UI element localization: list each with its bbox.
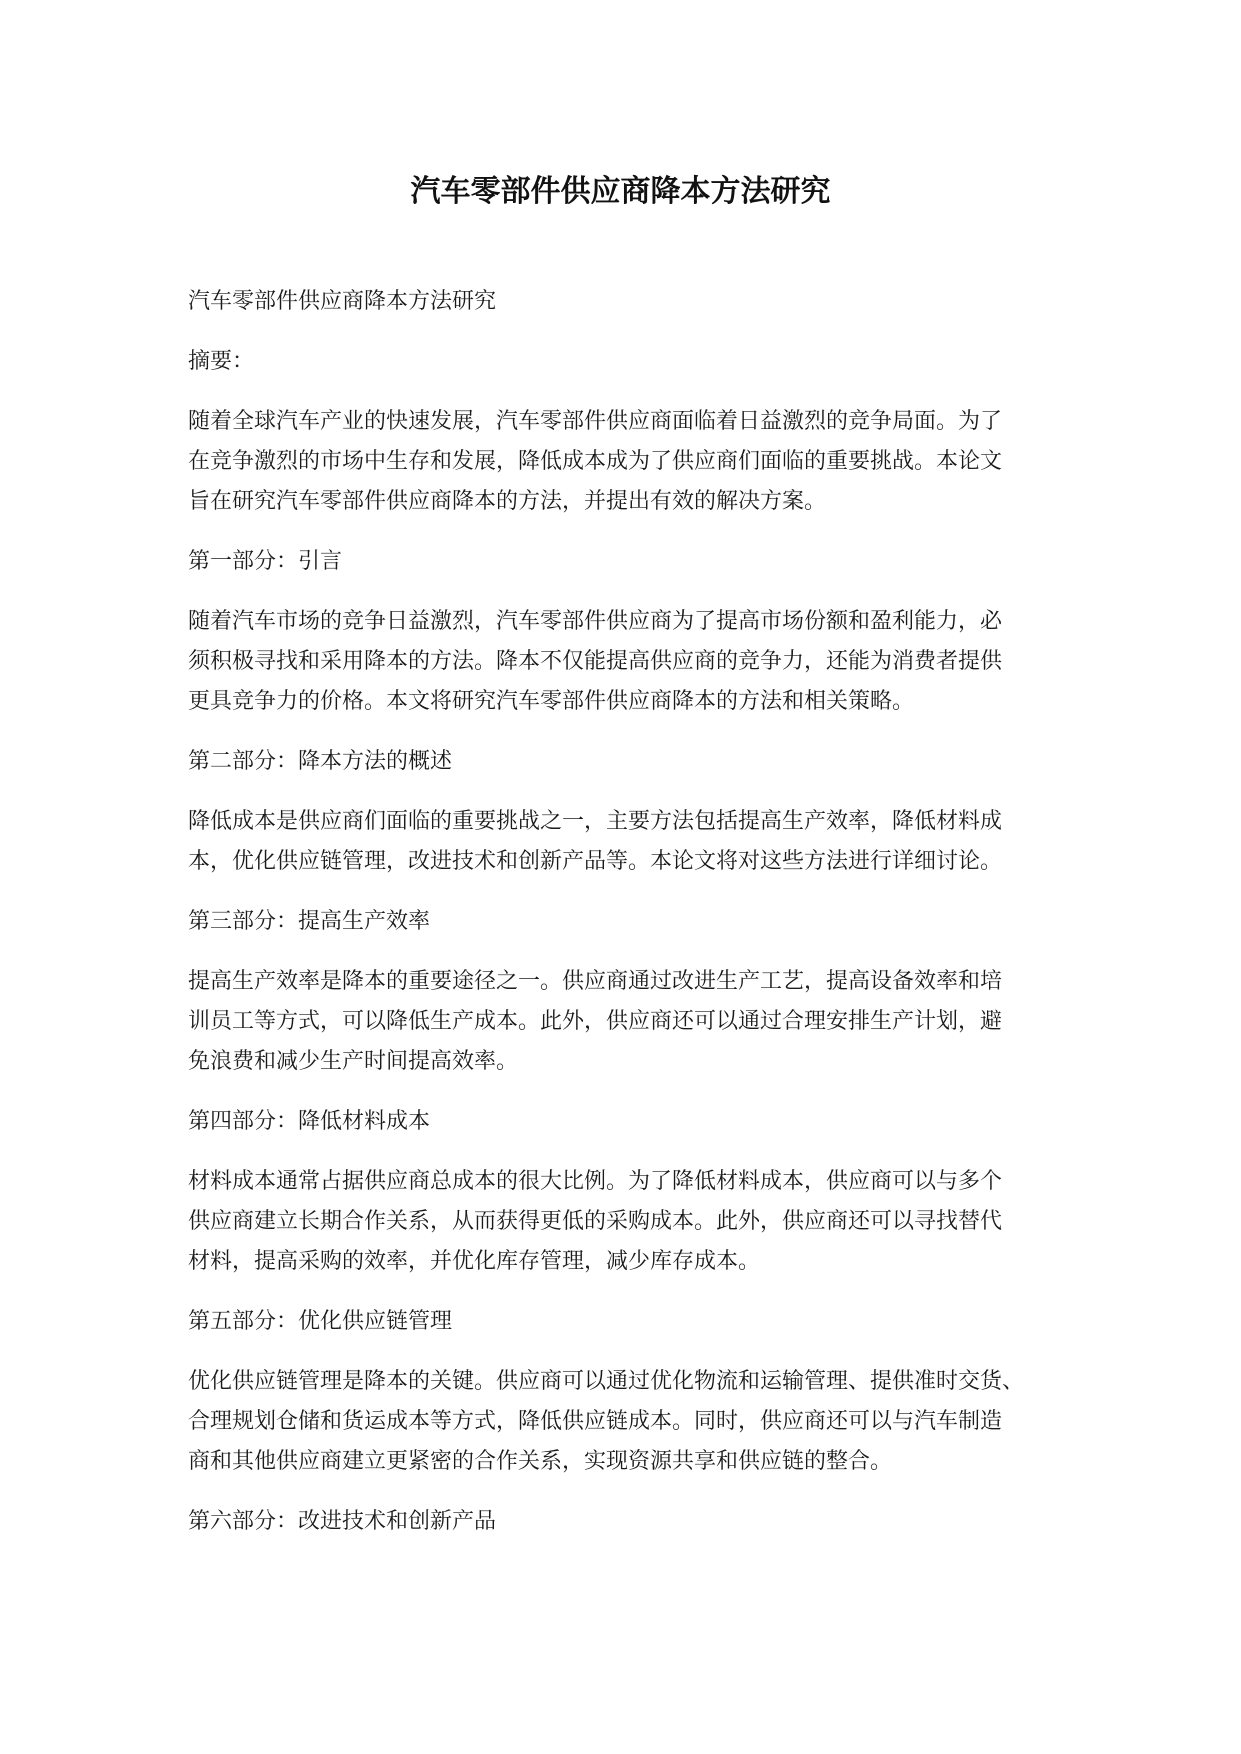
section-heading [188, 1102, 1068, 1142]
paragraph-line: 本，优化供应链管理，改进技术和创新产品等。本论文将对这些方法进行详细讨论。 [188, 849, 1003, 874]
document-body [188, 282, 1068, 1562]
paragraph-line: 训员工等方式，可以降低生产成本。此外，供应商还可以通过合理安排生产计划，避 [188, 1009, 1003, 1034]
section-heading [188, 1502, 1068, 1542]
abstract-paragraph [188, 402, 1068, 522]
document-title: 汽车零部件供应商降本方法研究 [410, 174, 831, 209]
document-subtitle [188, 282, 1068, 322]
abstract-label-text: 摘要： [188, 349, 255, 374]
subtitle-text: 汽车零部件供应商降本方法研究 [188, 289, 497, 314]
paragraph-line: 优化供应链管理是降本的关键。供应商可以通过优化物流和运输管理、提供准时交货、 [188, 1369, 1025, 1394]
paragraph-line: 旨在研究汽车零部件供应商降本的方法，并提出有效的解决方案。 [188, 489, 827, 514]
paragraph-line: 随着汽车市场的竞争日益激烈，汽车零部件供应商为了提高市场份额和盈利能力，必 [188, 609, 1003, 634]
abstract-label [188, 342, 1068, 382]
paragraph-line: 须积极寻找和采用降本的方法。降本不仅能提高供应商的竞争力，还能为消费者提供 [188, 649, 1003, 674]
section-paragraph [188, 1162, 1068, 1282]
paragraph-line: 随着全球汽车产业的快速发展，汽车零部件供应商面临着日益激烈的竞争局面。为了 [188, 409, 1003, 434]
paragraph-line: 材料成本通常占据供应商总成本的很大比例。为了降低材料成本，供应商可以与多个 [188, 1169, 1003, 1194]
paragraph-line: 合理规划仓储和货运成本等方式，降低供应链成本。同时，供应商还可以与汽车制造 [188, 1409, 1003, 1434]
section-paragraph [188, 602, 1068, 722]
paragraph-line: 材料，提高采购的效率，并优化库存管理，减少库存成本。 [188, 1249, 761, 1274]
section-paragraph [188, 802, 1068, 882]
section-heading-text: 第五部分：优化供应链管理 [188, 1309, 453, 1334]
section-heading-text: 第一部分：引言 [188, 549, 343, 574]
section-heading [188, 1302, 1068, 1342]
paragraph-line: 供应商建立长期合作关系，从而获得更低的采购成本。此外，供应商还可以寻找替代 [188, 1209, 1003, 1234]
paragraph-line: 提高生产效率是降本的重要途径之一。供应商通过改进生产工艺，提高设备效率和培 [188, 969, 1003, 994]
section-heading-text: 第二部分：降本方法的概述 [188, 749, 453, 774]
section-paragraph [188, 962, 1068, 1082]
section-heading [188, 542, 1068, 582]
section-heading-text: 第六部分：改进技术和创新产品 [188, 1509, 497, 1534]
section-paragraph [188, 1362, 1068, 1482]
paragraph-line: 商和其他供应商建立更紧密的合作关系，实现资源共享和供应链的整合。 [188, 1449, 893, 1474]
paragraph-line: 免浪费和减少生产时间提高效率。 [188, 1049, 519, 1074]
paragraph-line: 降低成本是供应商们面临的重要挑战之一，主要方法包括提高生产效率，降低材料成 [188, 809, 1003, 834]
section-heading [188, 902, 1068, 942]
section-heading-text: 第四部分：降低材料成本 [188, 1109, 431, 1134]
paragraph-line: 更具竞争力的价格。本文将研究汽车零部件供应商降本的方法和相关策略。 [188, 689, 915, 714]
section-heading [188, 742, 1068, 782]
paragraph-line: 在竞争激烈的市场中生存和发展，降低成本成为了供应商们面临的重要挑战。本论文 [188, 449, 1003, 474]
section-heading-text: 第三部分：提高生产效率 [188, 909, 431, 934]
